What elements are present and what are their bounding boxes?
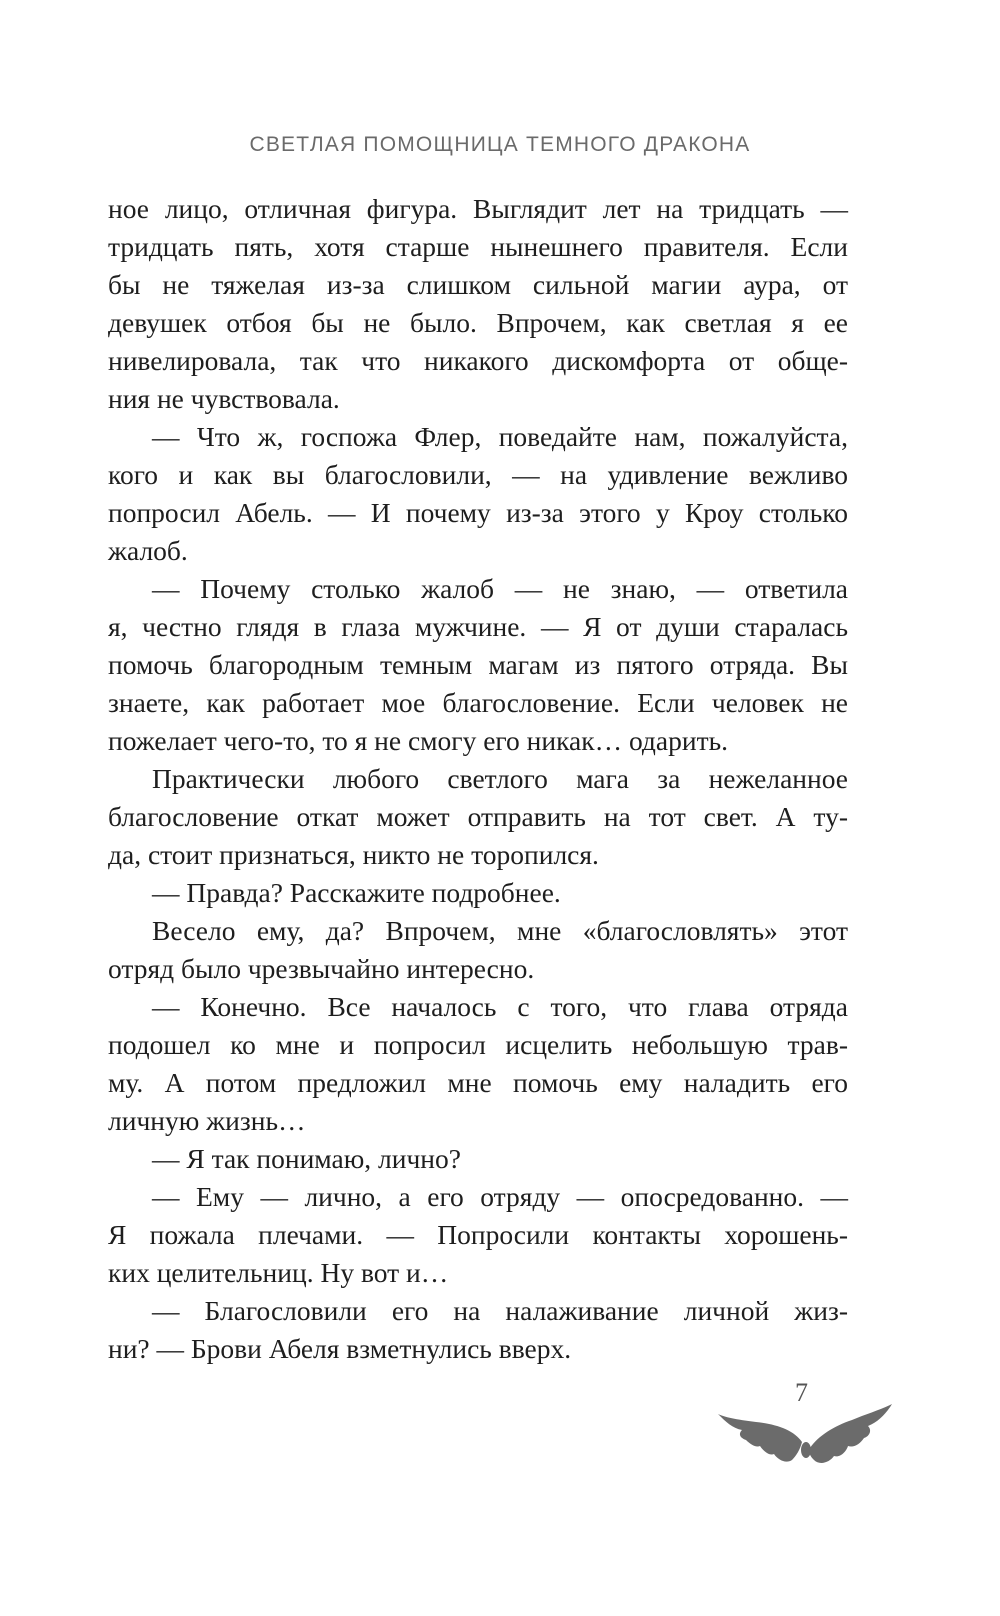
text-line: Весело ему, да? Впрочем, мне «благословлять» этот <box>152 915 848 946</box>
text-line: ни? — Брови Абеля взметнулись вверх. <box>108 1333 572 1364</box>
text-line: я, честно глядя в глаза мужчине. — Я от души старалась <box>108 611 848 642</box>
page-body-text <box>108 190 848 1368</box>
text-line: знаете, как работает мое благословение. Если человек не <box>108 687 848 718</box>
text-line: Я пожала плечами. — Попросили контакты хорошень- <box>108 1219 848 1250</box>
text-line: личную жизнь… <box>108 1105 306 1136</box>
text-line: Практически любого светлого мага за нежеланное <box>152 763 848 794</box>
text-line: ния не чувствовала. <box>108 383 340 414</box>
text-line: благословение откат может отправить на тот свет. А ту- <box>108 801 848 832</box>
text-line: попросил Абель. — И почему из-за этого у Кроу столько <box>108 497 848 528</box>
text-line: — Почему столько жалоб — не знаю, — ответила <box>152 573 848 604</box>
text-line: — Благословили его на налаживание личной жиз- <box>152 1295 848 1326</box>
text-line: — Конечно. Все началось с того, что глава отряда <box>152 991 848 1022</box>
text-line: тридцать пять, хотя старше нынешнего правителя. Если <box>108 231 848 262</box>
text-line: — Ему — лично, а его отряду — опосредованно. — <box>152 1181 848 1212</box>
text-line: — Что ж, госпожа Флер, поведайте нам, пожалуйста, <box>152 421 848 452</box>
running-title: СВЕТЛАЯ ПОМОЩНИЦА ТЕМНОГО ДРАКОНА <box>249 133 751 156</box>
text-line: му. А потом предложил мне помочь ему наладить его <box>108 1067 848 1098</box>
page-number: 7 <box>795 1378 808 1407</box>
text-line: помочь благородным темным магам из пятого отряда. Вы <box>108 649 848 680</box>
text-line: подошел ко мне и попросил исцелить небольшую трав- <box>108 1029 848 1060</box>
text-line: отряд было чрезвычайно интересно. <box>108 953 535 984</box>
text-line: девушек отбоя бы не было. Впрочем, как светлая я ее <box>108 307 848 338</box>
text-line: ких целительниц. Ну вот и… <box>108 1257 449 1288</box>
text-line: жалоб. <box>108 535 188 566</box>
text-line: нивелировала, так что никакого дискомфорта от обще- <box>108 345 848 376</box>
text-line: кого и как вы благословили, — на удивление вежливо <box>108 459 848 490</box>
text-line: да, стоит признаться, никто не торопился. <box>108 839 599 870</box>
text-line: — Я так понимаю, лично? <box>152 1143 461 1174</box>
text-line: бы не тяжелая из-за слишком сильной магии аура, от <box>108 269 848 300</box>
text-line: пожелает чего-то, то я не смогу его никак… одарить. <box>108 725 729 756</box>
text-line: — Правда? Расскажите подробнее. <box>152 877 561 908</box>
bat-wings-icon <box>716 1400 896 1470</box>
text-line: ное лицо, отличная фигура. Выглядит лет на тридцать — <box>108 193 848 224</box>
